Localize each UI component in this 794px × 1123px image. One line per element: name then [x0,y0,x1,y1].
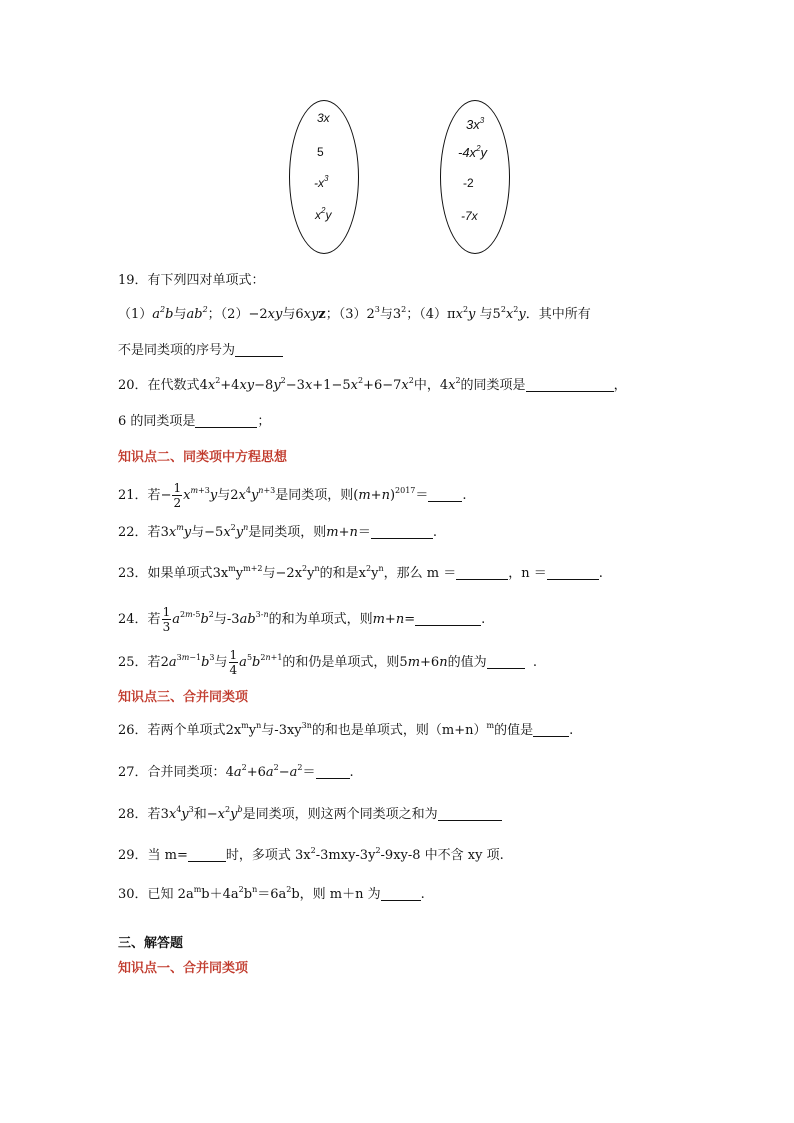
question-number: 19． [118,273,148,288]
option-text: ．其中所有 [525,307,591,322]
question-text: 当 m= [147,848,188,863]
question-number: 27． [118,765,148,780]
question-30: 30．已知 $2a^mb+4a^2b^n=6a^2b$，则 m＋n 为 . [118,885,425,902]
question-text: ，那么 m ＝ [383,566,457,581]
option-label: （4） [419,307,448,322]
question-22: 22．若$3x^my$与$-5x^2y^n$是同类项，则m+n＝ . [118,523,438,540]
question-number: 22． [118,525,148,540]
question-text: 不是同类项的序号为 [118,343,236,358]
answer-blank[interactable] [438,806,502,821]
right-set-item: -2 [463,176,474,190]
answer-blank[interactable] [195,413,257,428]
question-25: 25．若$2a^{3m-1}b^3$与 $\frac{1}{4}$ $a^5b^{2n+1}$的和仍是单项式，则5m+6n的值为 . [118,648,537,677]
question-text: . [349,765,354,780]
answer-blank[interactable] [547,565,599,580]
question-20: 20．在代数式$4x^2+4xy-8y^2-3x+1-5x^2+6-7x^2$中，$4x^2$的同类项是 ， [118,376,627,393]
question-text: 6 的同类项是 [118,414,196,429]
question-text: 中， [413,378,440,393]
question-text: ＝ [415,488,429,503]
section-header: 知识点一、合并同类项 [118,961,249,976]
question-text: 的同类项是 [460,378,526,393]
right-set-item: $-4x^2y$ [458,144,488,160]
question-text: ＝ [357,525,371,540]
question-number: 30． [118,887,148,902]
right-set-item: -7x [461,209,478,223]
left-set-item: $-x^3$ [314,174,329,190]
question-text: . [481,612,486,627]
option-text: 与 [282,307,296,322]
question-28: 28．若$3x^4y^3$和$-x^2y^b$是同类项，则这两个同类项之和为 [118,805,502,825]
option-text: 与 [479,307,493,322]
section-header: 知识点二、同类项中方程思想 [118,450,288,465]
question-text: 若 [147,655,161,670]
question-text: 是同类项，则 [275,488,354,503]
question-number: 26． [118,723,148,738]
fraction: $\frac{1}{2}$ [173,481,182,510]
question-26: 26．若两个单项式$2x^my^n$与$-3xy^{3n}$的和也是单项式，则$(m+n)^m$的值是 . [118,721,574,738]
question-text: 的值是 [494,723,534,738]
question-number: 21． [118,488,148,503]
question-19-line2 [118,341,283,361]
question-text: 与 [262,566,276,581]
question-text: 若 [147,807,161,822]
section-header: 知识点三、合并同类项 [118,690,249,705]
answer-blank[interactable] [487,654,525,669]
answer-blank[interactable] [188,847,226,862]
question-text: 的和为单项式，则 [268,612,373,627]
option-label: （3） [338,307,367,322]
question-text: 与 [217,488,231,503]
option-label: （2） [220,307,249,322]
question-text: . [532,655,537,670]
question-text: 与 [191,525,205,540]
question-text: 是同类项，则 [248,525,327,540]
question-text: b，则 m＋n 为 [291,887,381,902]
question-text: ， [613,378,627,393]
question-text: 的和仍是单项式，则 [282,655,400,670]
question-text: 与 [214,655,228,670]
answer-blank[interactable] [316,764,350,779]
question-text: ＝6a [257,887,287,902]
question-text: 若两个单项式 [147,723,226,738]
left-set-item: $x^2y$ [315,206,332,222]
question-text: -9xy-8 中不含 xy 项. [380,848,504,863]
answer-blank[interactable] [428,487,462,502]
option-sep: ； [406,307,420,322]
question-21: 21．若− $\frac{1}{2}$ $x^{m+3}y$与$2x^4y^{n+3}$是同类项，则$(m+n)^{2017}=$ . [118,481,467,510]
question-24: 24．若 $\frac{1}{3}$ $a^{2m-5}b^2$与$-3ab^{3-n}$的和为单项式，则m+n= . [118,605,486,634]
question-number: 29． [118,848,148,863]
question-text: 时，多项式 3x [225,848,311,863]
answer-blank[interactable] [371,524,433,539]
question-text: . [432,525,438,540]
option-text: 与 [173,307,187,322]
question-text: 与 [261,723,275,738]
question-text: 的和也是单项式，则（m+n） [311,723,487,738]
question-text: 是同类项，则这两个同类项之和为 [242,807,438,822]
fraction: $\frac{1}{4}$ [229,648,238,677]
question-text: b＋4a [201,887,239,902]
question-19-options: $(1)a^2b$与$ab^2$；（2）−2xy与6xyz；$(3)2^3$与$3^2$；$(4)\pi x^2y$ 与$5^2x^2y$．其中所有 [118,305,591,322]
option-label: （1） [118,307,153,322]
question-number: 23． [118,566,148,581]
question-27: 27．合并同类项：$4a^2+6a^2-a^2=$ . [118,763,354,780]
question-text: b [243,887,253,902]
question-text: 合并同类项： [147,765,226,780]
question-text: ，n ＝ [508,566,547,581]
question-text: 若 [147,488,161,503]
question-text: . [462,488,467,503]
answer-blank[interactable] [381,886,421,901]
question-text: . [420,887,425,902]
section-title: 三、解答题 [118,936,184,951]
question-text: ； [257,414,271,429]
question-number: 20． [118,378,148,393]
question-text: 如果单项式 [147,566,213,581]
answer-blank[interactable] [456,565,508,580]
question-text: -3mxy-3y [315,848,376,863]
answer-blank[interactable] [526,377,614,392]
question-text: 与 [213,612,227,627]
right-set-item: $3x^3$ [466,116,485,132]
question-text: . [569,723,574,738]
question-text: 若 [147,612,161,627]
question-number: 24． [118,612,148,627]
question-text: 已知 2a [147,887,194,902]
option-text: 与 [379,307,393,322]
question-text: 若 [147,525,161,540]
left-set-item: 3x [317,111,330,125]
answer-blank[interactable] [533,722,569,737]
question-text: . [598,566,603,581]
answer-blank[interactable] [415,611,481,626]
question-19 [118,271,265,291]
option-sep: ； [207,307,221,322]
question-text: 有下列四对单项式： [147,273,265,288]
answer-blank[interactable] [235,342,283,357]
question-text: 在代数式 [147,378,200,393]
question-29: 29．当 m= 时，多项式 $3x^2-3mxy-3y^2-9xy-8$ 中不含 xy 项. [118,846,504,863]
question-number: 28． [118,807,148,822]
question-23: 23．如果单项式$3x^my^{m+2}$与$-2x^2y^n$的和是$x^2y^n$，那么 m ＝ ，n ＝ . [118,564,603,581]
question-20-line2 [118,412,270,432]
question-text: m+n= [372,612,416,627]
left-set-item: 5 [317,145,324,159]
question-text: 的和是 [319,566,359,581]
question-text: 的值为 [447,655,487,670]
fraction: $\frac{1}{3}$ [162,605,171,634]
option-sep: ； [325,307,339,322]
question-text: 和 [193,807,207,822]
question-number: 25． [118,655,148,670]
